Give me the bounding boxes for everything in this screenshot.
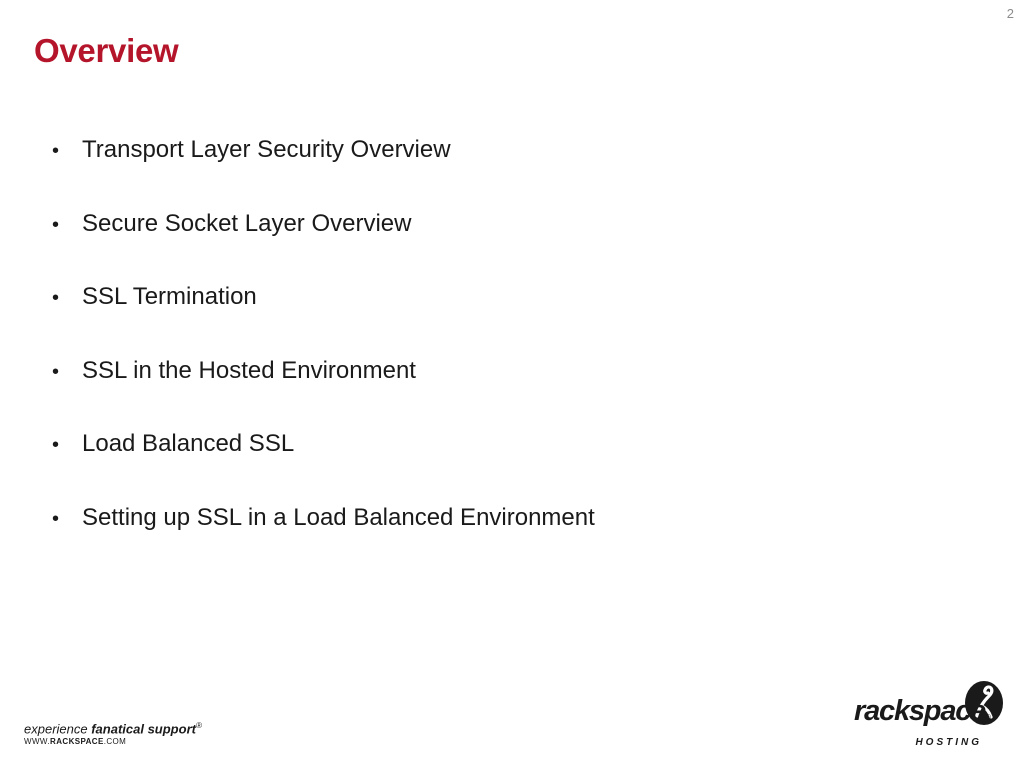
bullet-text: SSL in the Hosted Environment: [82, 356, 416, 384]
rackspace-logo: [854, 680, 1004, 750]
bullet-icon: •: [52, 360, 60, 383]
list-item: [52, 283, 595, 357]
page-number: 2: [1006, 6, 1014, 21]
url-bold: RACKSPACE: [50, 737, 104, 746]
list-item: [52, 504, 595, 578]
bullet-icon: •: [52, 140, 60, 162]
logo-subtitle: HOSTING: [915, 737, 982, 748]
bullet-text: Setting up SSL in a Load Balanced Environment: [82, 503, 595, 531]
bullet-text: Transport Layer Security Overview: [82, 136, 451, 163]
bullet-icon: •: [52, 434, 60, 456]
logo-name: rackspace: [854, 695, 986, 727]
url-prefix: WWW.: [24, 737, 51, 746]
list-item: [52, 357, 595, 431]
bullet-icon: •: [52, 213, 60, 236]
logo-registered-mark: ®: [985, 713, 992, 722]
bullet-icon: •: [52, 507, 60, 530]
bullet-list: [52, 136, 595, 577]
url-suffix: .COM: [103, 737, 127, 746]
footer-url: [24, 737, 202, 746]
tagline-light: experience: [24, 721, 92, 736]
list-item: [52, 210, 595, 284]
tagline-registered-mark: ®: [195, 720, 202, 730]
slide-title: Overview: [34, 32, 179, 69]
list-item: [52, 430, 595, 504]
bullet-icon: •: [52, 287, 60, 309]
list-item: [52, 136, 595, 210]
logo-wordmark: [854, 695, 991, 728]
bullet-text: SSL Termination: [82, 283, 257, 310]
tagline-bold: fanatical support: [91, 721, 196, 736]
footer-tagline: [24, 721, 202, 746]
bullet-text: Load Balanced SSL: [82, 430, 295, 457]
tagline-text: [24, 721, 202, 736]
bullet-text: Secure Socket Layer Overview: [82, 209, 412, 237]
